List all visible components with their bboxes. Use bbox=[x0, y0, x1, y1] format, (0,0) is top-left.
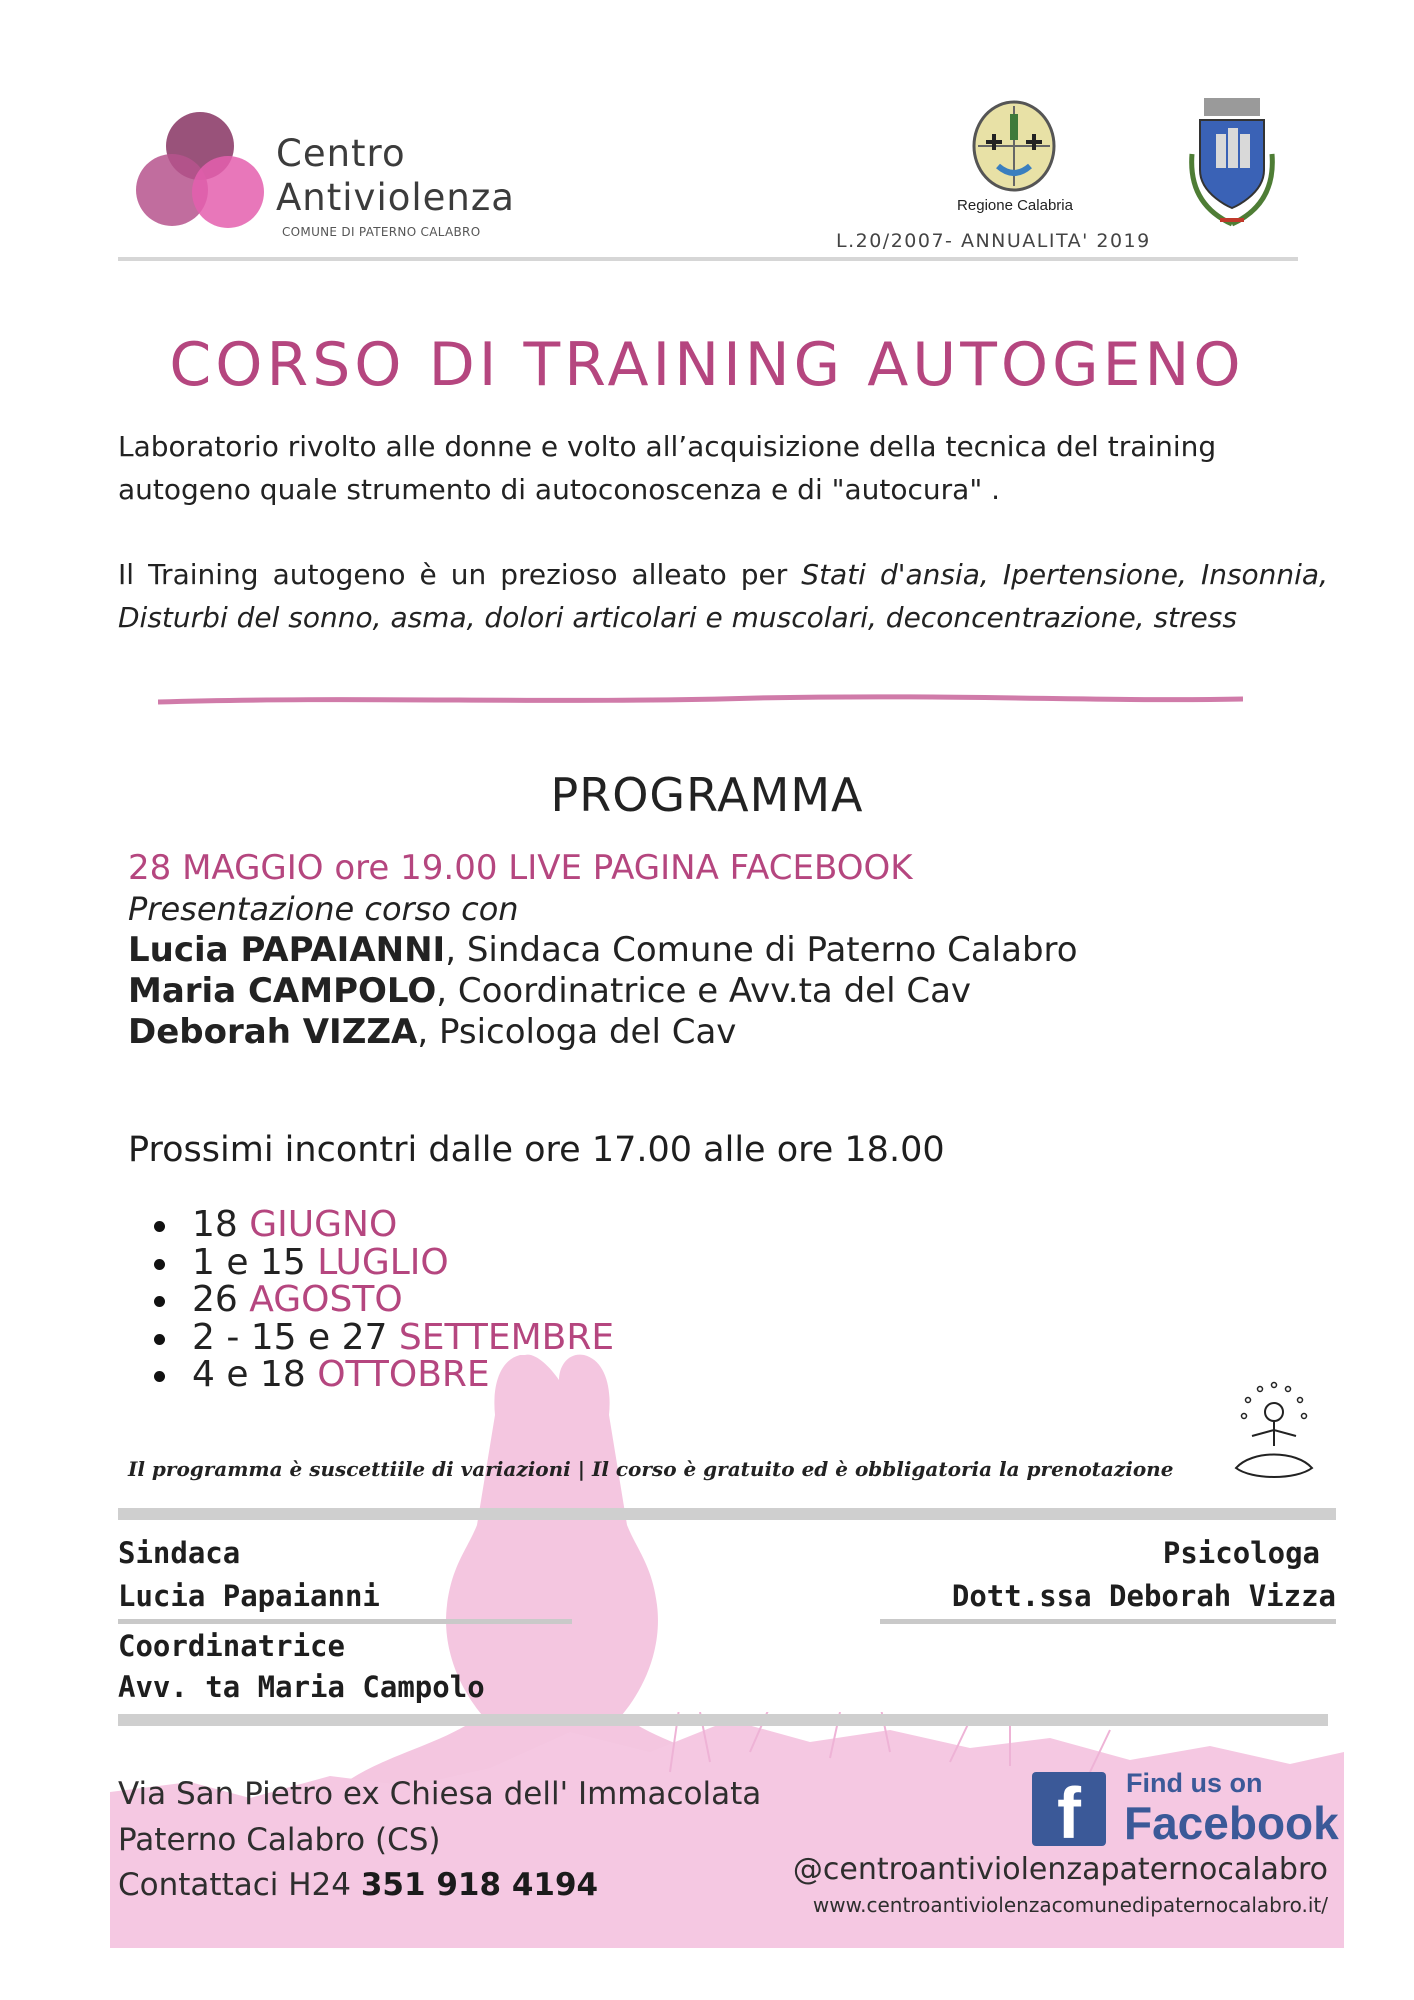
dates-list bbox=[150, 1206, 614, 1394]
divider bbox=[118, 1508, 1336, 1520]
comune-crest-icon bbox=[1182, 94, 1282, 234]
date-item bbox=[150, 1281, 614, 1319]
speaker-name: Deborah VIZZA bbox=[128, 1012, 418, 1052]
date-days: 18 bbox=[192, 1204, 250, 1245]
fb-wordmark[interactable]: Facebook bbox=[1124, 1797, 1339, 1849]
bullet bbox=[154, 1221, 165, 1232]
bullet bbox=[154, 1371, 165, 1382]
speaker-item bbox=[128, 971, 971, 1011]
meditation-icon bbox=[1222, 1380, 1326, 1490]
intro-text: Laboratorio rivolto alle donne e volto all’acquisizione della tecnica del training autogeno quale strumento di autoconoscenza e di "autocura" . bbox=[118, 430, 1217, 506]
website-link[interactable]: www.centroantiviolenzacomunedipaternocalabro.it/ bbox=[812, 1893, 1328, 1917]
date-item bbox=[150, 1356, 614, 1394]
facebook-handle[interactable]: @centroantiviolenzapaternocalabro bbox=[792, 1852, 1328, 1887]
phone-number[interactable]: 351 918 4194 bbox=[360, 1867, 599, 1903]
date-item bbox=[150, 1316, 615, 1358]
psicologa-name: Dott.ssa Deborah Vizza bbox=[951, 1579, 1336, 1613]
speaker-role: , Sindaca Comune di Paterno Calabro bbox=[445, 930, 1078, 970]
date-month: OTTOBRE bbox=[317, 1354, 490, 1395]
logo-subtitle: COMUNE DI PATERNO CALABRO bbox=[282, 225, 481, 239]
contact-label: Contattaci H24 bbox=[118, 1867, 361, 1903]
bullet bbox=[154, 1259, 165, 1270]
date-month: AGOSTO bbox=[249, 1279, 403, 1320]
speaker-item bbox=[128, 1012, 736, 1052]
benefits-items: Stati d'ansia, Ipertensione, Insonnia, Disturbi del sonno, asma, dolori articolari e muscolari, deconcentrazione, stress bbox=[118, 558, 1328, 634]
psicologa-role: Psicologa bbox=[1162, 1536, 1320, 1570]
date-month: SETTEMBRE bbox=[398, 1316, 615, 1358]
disclaimer: Il programma è suscettiile di variazioni | Il corso è gratuito ed è obbligatoria la prenotazione bbox=[128, 1457, 1174, 1481]
date-days: 26 bbox=[192, 1279, 250, 1320]
speaker-item bbox=[128, 930, 1078, 970]
speaker-name: Maria CAMPOLO bbox=[128, 971, 437, 1011]
benefits-lead: Il Training autogeno è un prezioso alleato per bbox=[118, 558, 802, 591]
sindaca-name: Lucia Papaianni bbox=[118, 1579, 380, 1613]
speaker-name: Lucia PAPAIANNI bbox=[128, 930, 446, 970]
speaker-role: , Coordinatrice e Avv.ta del Cav bbox=[436, 971, 972, 1011]
contact-line bbox=[118, 1867, 598, 1903]
date-item bbox=[150, 1206, 614, 1244]
divider bbox=[118, 257, 1298, 261]
bullet bbox=[154, 1334, 165, 1345]
law-reference: L.20/2007- ANNUALITA' 2019 bbox=[836, 230, 1151, 252]
signature-line bbox=[880, 1619, 1336, 1624]
fb-find-label: Find us on bbox=[1126, 1768, 1263, 1798]
page-title: CORSO DI TRAINING AUTOGENO bbox=[169, 330, 1245, 400]
address-line2: Paterno Calabro (CS) bbox=[118, 1822, 441, 1858]
next-meetings: Prossimi incontri dalle ore 17.00 alle ore 18.00 bbox=[128, 1130, 945, 1170]
date-days: 1 e 15 bbox=[192, 1241, 318, 1283]
coordinatrice-role: Coordinatrice bbox=[118, 1629, 345, 1663]
sindaca-role: Sindaca bbox=[118, 1536, 241, 1570]
brush-divider bbox=[158, 692, 1243, 708]
date-days: 4 e 18 bbox=[192, 1354, 318, 1395]
divider bbox=[118, 1714, 1328, 1726]
speaker-role: , Psicologa del Cav bbox=[417, 1012, 737, 1052]
event-line: 28 MAGGIO ore 19.00 LIVE PAGINA FACEBOOK bbox=[128, 848, 913, 888]
address-line1: Via San Pietro ex Chiesa dell' Immacolata bbox=[118, 1776, 762, 1812]
programma-heading: PROGRAMMA bbox=[550, 768, 864, 822]
date-days: 2 - 15 e 27 bbox=[192, 1316, 399, 1358]
date-month: LUGLIO bbox=[317, 1241, 449, 1283]
region-label: Regione Calabria bbox=[957, 197, 1073, 214]
presentation-line: Presentazione corso con bbox=[128, 890, 519, 928]
regione-calabria-crest-icon bbox=[964, 96, 1064, 196]
bullet bbox=[154, 1296, 165, 1307]
benefits-text bbox=[118, 553, 1328, 639]
coordinatrice-name: Avv. ta Maria Campolo bbox=[118, 1670, 485, 1704]
date-item bbox=[150, 1241, 614, 1283]
date-month: GIUGNO bbox=[249, 1204, 398, 1245]
facebook-f-icon: f bbox=[1057, 1774, 1081, 1854]
logo-title: Centro Antiviolenza bbox=[276, 132, 515, 219]
logo-circles-icon bbox=[130, 110, 270, 240]
signature-line bbox=[118, 1619, 572, 1624]
